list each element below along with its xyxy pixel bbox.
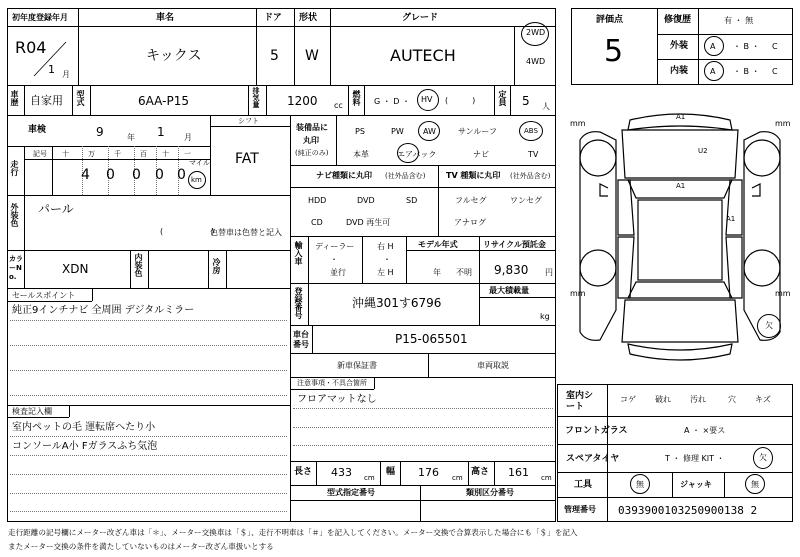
registration-label: 登録番号 — [294, 287, 303, 319]
int-grade-c: C — [772, 67, 778, 76]
first-reg-month-unit: 月 — [62, 70, 70, 79]
recycle-unit: 円 — [545, 268, 553, 277]
score-value: 5 — [604, 34, 624, 69]
spare-tire-label: スペアタイヤ — [566, 454, 620, 464]
first-reg-label: 初年度登録年月 — [12, 13, 68, 22]
chassis-value: P15-065501 — [395, 332, 468, 346]
windshield-value: A ・ ×要ス — [684, 426, 726, 435]
ext-score-label: 外装 — [670, 41, 689, 51]
model-value: 6AA-P15 — [138, 94, 189, 108]
import-dot-2: ・ — [383, 255, 391, 264]
equip-tv: TV — [528, 150, 539, 159]
exterior-value: パール — [38, 202, 74, 216]
model-label: 型式 — [76, 90, 85, 106]
grade-label: グレード — [402, 13, 439, 23]
caution-value: フロアマットなし — [297, 394, 377, 405]
import-label: 輸入車 — [294, 241, 303, 265]
mark-right-side: A1 — [726, 215, 736, 223]
capacity-value: 5 — [522, 94, 530, 108]
type-number-label: 型式指定番号 — [327, 488, 375, 497]
mileage-label: 走行 — [10, 160, 19, 176]
recycle-value: 9,830 — [494, 263, 529, 277]
capacity-label: 定員 — [498, 90, 507, 106]
mm-label-1: mm — [570, 119, 586, 128]
chassis-label: 車台番号 — [293, 330, 309, 349]
equip-pw: PW — [391, 127, 404, 136]
navi-dvd: DVD — [357, 196, 375, 205]
drive-4wd: 4WD — [526, 57, 546, 66]
navi-sd: SD — [406, 196, 418, 205]
sales-point-value: 純正9インチナビ 全周囲 デジタルミラー — [12, 305, 195, 316]
repair-options: 有 ・ 無 — [724, 16, 754, 25]
mileage-digit: 0 — [155, 167, 164, 183]
mm-label-2: mm — [775, 119, 791, 128]
use-value: 自家用 — [30, 94, 63, 107]
navi-cd: CD — [311, 218, 323, 227]
exterior-label: 外装色 — [10, 203, 19, 227]
footer-line2: またメーター交換の条件を満たしていないものはメーター改ざん車扱いとする — [8, 542, 274, 551]
shape-label: 形状 — [299, 13, 318, 23]
sheet-burn: コゲ — [620, 395, 636, 404]
height-unit: cm — [541, 474, 552, 482]
int-grade-b: ・ B ・ — [733, 67, 760, 76]
doors-value: 5 — [270, 48, 279, 64]
jack-label: ジャッキ — [680, 480, 712, 489]
ext-grade-a: A — [710, 42, 716, 51]
length-unit: cm — [364, 474, 375, 482]
color-no-label: カラーNo. — [9, 255, 23, 282]
displacement-label: 排気量 — [252, 87, 260, 108]
drive-2wd: 2WD — [526, 28, 546, 37]
ac-label: 冷房 — [212, 258, 221, 274]
navi-hdd: HDD — [308, 196, 327, 205]
management-value: 0393900103250900138 2 — [618, 504, 758, 517]
fuel-paren: ( ) — [445, 96, 476, 105]
inspection-month: 1 — [157, 125, 165, 139]
tv-fullseg: フルセグ — [455, 196, 487, 205]
first-reg-month: 1 — [48, 63, 55, 76]
registration-value: 沖縄301す6796 — [352, 296, 442, 310]
sheet-hole: 穴 — [728, 395, 736, 404]
equip-ps: PS — [355, 127, 365, 136]
door-label: ドア — [264, 13, 282, 23]
mark-front-bumper: A1 — [676, 113, 686, 121]
shift-value: FAT — [235, 151, 259, 167]
windshield-label: フロントガラス — [565, 426, 628, 436]
int-score-label: 内装 — [670, 66, 689, 76]
mileage-digit-label: 万 — [88, 150, 95, 158]
import-parallel: 並行 — [330, 268, 346, 277]
tv-title: TV 種類に丸印 — [446, 171, 501, 180]
footer-line1: 走行距離の記号欄にメーター改ざん車は「＊」、メーター交換車は「＄」、走行不明車は「＃」を記入してください。メーター交換で合算表示した場合にも「＄」を記入 — [8, 528, 578, 537]
mm-label-3: mm — [570, 289, 586, 298]
inspector-line1: 室内ペットの毛 運転席へたり小 — [12, 422, 156, 433]
inspection-year: 9 — [96, 125, 104, 139]
mark-hood-2: A1 — [676, 182, 686, 190]
navi-title: ナビ種類に丸印 — [316, 171, 372, 180]
spare-tire-value: T ・ 修理 KIT ・ — [665, 454, 725, 463]
class-number-label: 類別区分番号 — [466, 488, 514, 497]
equip-sunroof: サンルーフ — [458, 127, 497, 136]
grade-value: AUTECH — [390, 46, 456, 65]
equip-abs: ABS — [524, 127, 538, 135]
tv-analog: アナログ — [454, 218, 486, 227]
car-name-label: 車名 — [156, 13, 175, 23]
fuel-selected: HV — [421, 95, 433, 104]
manual-doc: 車両取説 — [477, 361, 509, 370]
tools-none: 無 — [636, 480, 644, 489]
sheet-stain: 汚れ — [690, 395, 706, 404]
width-label: 幅 — [386, 467, 396, 477]
color-no-value: XDN — [62, 262, 89, 276]
mileage-digit: 0 — [177, 167, 186, 183]
car-damage-diagram — [560, 100, 800, 380]
management-label: 管理番号 — [564, 505, 596, 514]
interior-sheet-label: 室内シート — [566, 391, 594, 412]
inspector-line2: コンソールA小 Fガラスふち気泡 — [12, 441, 158, 452]
displacement-unit: cc — [334, 101, 343, 110]
sheet-scratch: キズ — [755, 395, 771, 404]
inspection-year-unit: 年 — [127, 133, 135, 142]
mileage-digit-label: 一 — [184, 150, 191, 158]
equip-airbag: エアバック — [397, 150, 437, 159]
shape-value: W — [305, 48, 319, 64]
equip-navi: ナビ — [473, 150, 489, 159]
mileage-digit-label: 千 — [114, 150, 121, 158]
navi-dvd-play: DVD 再生可 — [346, 218, 391, 227]
exterior-paren: ( ) — [160, 227, 215, 236]
interior-color-label: 内装色 — [134, 253, 143, 277]
mile-label: マイル — [189, 159, 210, 167]
tv-oneseg: ワンセグ — [510, 196, 542, 205]
import-dot: ・ — [330, 255, 338, 264]
mileage-digit-label: 十 — [62, 150, 69, 158]
height-value: 161 — [508, 466, 529, 479]
height-label: 高さ — [471, 467, 490, 477]
import-left-h: 左 H — [377, 268, 394, 277]
max-load-label: 最大積載量 — [489, 286, 529, 295]
equipment-label-note: (純正のみ) — [295, 149, 329, 157]
capacity-unit: 人 — [542, 102, 550, 111]
sheet-tear: 破れ — [655, 395, 671, 404]
first-reg-era: R04 — [15, 38, 47, 57]
max-load-unit: kg — [540, 312, 550, 321]
int-grade-a: A — [710, 67, 716, 76]
mileage-symbol-label: 記号 — [33, 150, 47, 158]
equip-aw: AW — [423, 127, 436, 136]
shift-label: シフト — [238, 117, 259, 125]
jack-none: 無 — [751, 480, 759, 489]
inspection-month-unit: 月 — [184, 133, 192, 142]
mileage-digit: 0 — [106, 167, 115, 183]
inspector-label: 検査記入欄 — [12, 407, 52, 416]
equip-leather: 本革 — [353, 150, 369, 159]
spare-tire-missing: 欠 — [759, 453, 767, 462]
recycle-label: リサイクル預託金 — [483, 240, 546, 249]
width-value: 176 — [418, 466, 439, 479]
model-year-label: モデル年式 — [418, 240, 458, 249]
mileage-digit-label: 十 — [162, 150, 169, 158]
displacement-value: 1200 — [287, 94, 318, 108]
mm-label-4: mm — [775, 289, 791, 298]
width-unit: cm — [452, 474, 463, 482]
score-label: 評価点 — [596, 15, 624, 25]
navi-note: (社外品含む) — [385, 172, 426, 180]
fuel-label: 燃料 — [352, 90, 361, 106]
equipment-label-main: 装備品に — [296, 123, 328, 132]
import-dealer: ディーラー — [315, 242, 355, 251]
mileage-digit: 4 — [81, 167, 90, 183]
model-year-unit: 年 — [433, 268, 441, 277]
mileage-digit: 0 — [132, 167, 141, 183]
import-right-h: 右 H — [377, 242, 394, 251]
ext-grade-c: C — [772, 42, 778, 51]
exterior-note: 色替車は色替と記入 — [210, 228, 282, 237]
length-value: 433 — [331, 466, 352, 479]
mileage-digit-label: 百 — [140, 150, 147, 158]
model-year-value: 不明 — [456, 268, 472, 277]
fuel-options: G ・ D ・ — [374, 97, 410, 106]
warranty-doc: 新車保証書 — [337, 361, 377, 370]
km-label: km — [191, 176, 202, 184]
tv-note: (社外品含む) — [510, 172, 551, 180]
tools-label: 工具 — [574, 480, 593, 490]
ext-grade-b: ・ B ・ — [733, 42, 760, 51]
car-name: キックス — [146, 48, 202, 64]
caution-label: 注意事項・不具合箇所 — [297, 379, 367, 387]
inspection-label: 車検 — [28, 125, 47, 135]
repair-label: 修復歴 — [664, 15, 692, 25]
length-label: 長さ — [294, 467, 313, 477]
mark-hood: U2 — [698, 147, 708, 155]
spare-missing-badge: 欠 — [765, 321, 773, 330]
sales-point-label: セールスポイント — [12, 291, 76, 300]
equipment-label-sub: 丸印 — [303, 136, 319, 145]
use-label: 車歴 — [10, 90, 19, 106]
